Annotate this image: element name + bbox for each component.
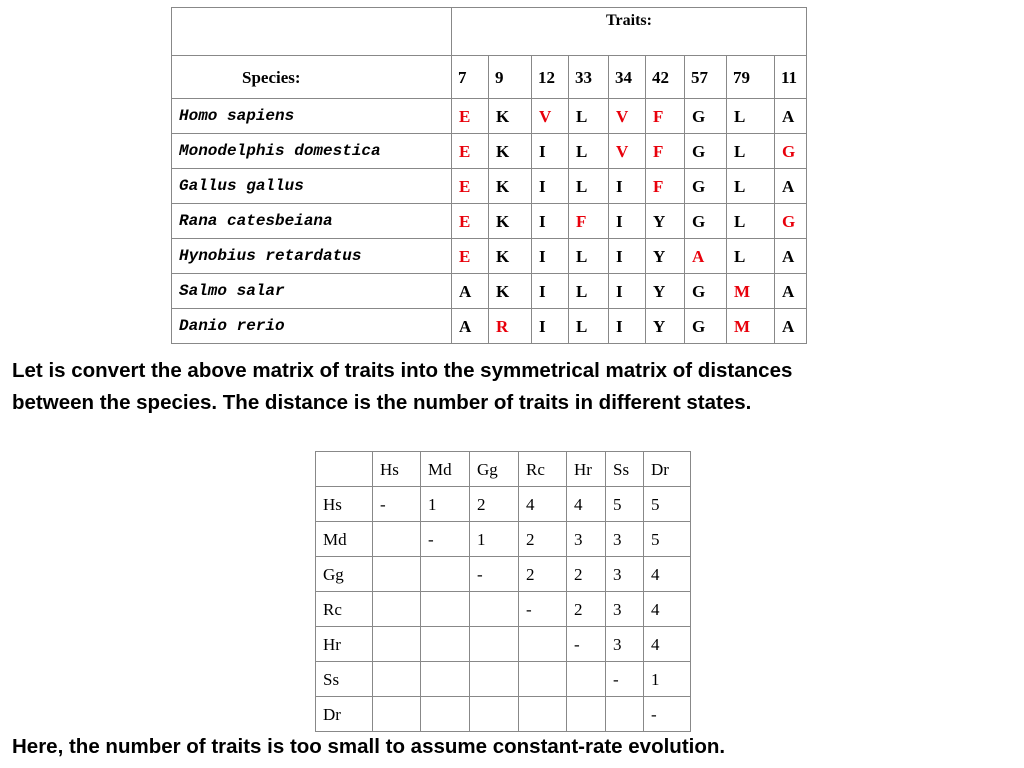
trait-state-cell: E bbox=[452, 134, 489, 169]
trait-state-cell: K bbox=[489, 239, 532, 274]
trait-state-cell: A bbox=[775, 99, 807, 134]
distance-row-label: Hr bbox=[316, 627, 373, 662]
trait-state-cell: I bbox=[532, 204, 569, 239]
distance-value-cell: - bbox=[567, 627, 606, 662]
trait-number-header: 33 bbox=[569, 56, 609, 99]
distance-value-cell bbox=[421, 662, 470, 697]
distance-value-cell: 3 bbox=[606, 592, 644, 627]
distance-column-header: Hs bbox=[373, 452, 421, 487]
traits-row bbox=[172, 239, 807, 274]
trait-state-cell: K bbox=[489, 204, 532, 239]
trait-state-cell: Y bbox=[646, 309, 685, 344]
trait-number-header: 79 bbox=[727, 56, 775, 99]
distance-value-cell: - bbox=[644, 697, 691, 732]
species-header: Species: bbox=[172, 56, 452, 99]
explanation-paragraph bbox=[12, 355, 792, 419]
distance-value-cell: 5 bbox=[644, 487, 691, 522]
distance-value-cell bbox=[519, 697, 567, 732]
trait-state-cell: F bbox=[646, 99, 685, 134]
trait-state-cell: A bbox=[775, 169, 807, 204]
distance-value-cell bbox=[470, 662, 519, 697]
species-name: Hynobius retardatus bbox=[172, 239, 452, 274]
trait-state-cell: I bbox=[609, 274, 646, 309]
distance-row bbox=[316, 487, 691, 522]
traits-title: Traits: bbox=[452, 8, 807, 56]
trait-state-cell: G bbox=[685, 204, 727, 239]
trait-state-cell: L bbox=[727, 239, 775, 274]
trait-number-header: 7 bbox=[452, 56, 489, 99]
species-name: Homo sapiens bbox=[172, 99, 452, 134]
distance-row-label: Ss bbox=[316, 662, 373, 697]
trait-state-cell: L bbox=[569, 134, 609, 169]
trait-state-cell: K bbox=[489, 134, 532, 169]
trait-state-cell: V bbox=[532, 99, 569, 134]
distance-value-cell bbox=[470, 592, 519, 627]
trait-state-cell: G bbox=[775, 204, 807, 239]
distance-value-cell bbox=[373, 557, 421, 592]
distance-value-cell: 5 bbox=[644, 522, 691, 557]
traits-row bbox=[172, 204, 807, 239]
distance-header-row bbox=[316, 452, 691, 487]
distance-column-header: Md bbox=[421, 452, 470, 487]
trait-state-cell: L bbox=[569, 169, 609, 204]
distance-value-cell bbox=[567, 662, 606, 697]
distance-value-cell bbox=[606, 697, 644, 732]
explanation-line-2: between the species. The distance is the number of traits in different states. bbox=[12, 391, 752, 414]
conclusion-paragraph: Here, the number of traits is too small to assume constant-rate evolution. bbox=[12, 735, 726, 758]
distance-row-label: Dr bbox=[316, 697, 373, 732]
distance-value-cell: 4 bbox=[644, 627, 691, 662]
distance-row bbox=[316, 592, 691, 627]
traits-header-row bbox=[172, 56, 807, 99]
trait-state-cell: G bbox=[685, 134, 727, 169]
traits-row bbox=[172, 134, 807, 169]
trait-state-cell: L bbox=[569, 309, 609, 344]
trait-state-cell: F bbox=[646, 169, 685, 204]
distance-row bbox=[316, 522, 691, 557]
trait-state-cell: V bbox=[609, 134, 646, 169]
distance-column-header: Hr bbox=[567, 452, 606, 487]
trait-state-cell: L bbox=[569, 99, 609, 134]
trait-state-cell: L bbox=[727, 169, 775, 204]
distance-value-cell: 2 bbox=[470, 487, 519, 522]
distance-value-cell: 1 bbox=[470, 522, 519, 557]
distance-row bbox=[316, 557, 691, 592]
distance-column-header: Ss bbox=[606, 452, 644, 487]
trait-state-cell: I bbox=[609, 169, 646, 204]
distance-value-cell bbox=[470, 697, 519, 732]
distance-value-cell: 5 bbox=[606, 487, 644, 522]
trait-number-header: 9 bbox=[489, 56, 532, 99]
distance-value-cell bbox=[421, 627, 470, 662]
trait-number-header: 57 bbox=[685, 56, 727, 99]
trait-state-cell: G bbox=[775, 134, 807, 169]
traits-corner-cell bbox=[172, 8, 452, 56]
distance-value-cell bbox=[421, 592, 470, 627]
species-name: Monodelphis domestica bbox=[172, 134, 452, 169]
distance-value-cell: 4 bbox=[644, 592, 691, 627]
distance-value-cell: 1 bbox=[421, 487, 470, 522]
trait-state-cell: A bbox=[452, 309, 489, 344]
distance-corner-cell bbox=[316, 452, 373, 487]
distance-value-cell: 2 bbox=[519, 557, 567, 592]
distance-value-cell: 3 bbox=[606, 627, 644, 662]
trait-state-cell: E bbox=[452, 239, 489, 274]
traits-row bbox=[172, 274, 807, 309]
distance-value-cell: - bbox=[470, 557, 519, 592]
trait-state-cell: E bbox=[452, 99, 489, 134]
distance-row-label: Hs bbox=[316, 487, 373, 522]
trait-number-header: 42 bbox=[646, 56, 685, 99]
distance-value-cell bbox=[421, 697, 470, 732]
trait-state-cell: V bbox=[609, 99, 646, 134]
distance-value-cell: - bbox=[373, 487, 421, 522]
distance-value-cell: 3 bbox=[606, 522, 644, 557]
distance-value-cell bbox=[567, 697, 606, 732]
distance-value-cell bbox=[470, 627, 519, 662]
distance-value-cell: 3 bbox=[567, 522, 606, 557]
distance-column-header: Dr bbox=[644, 452, 691, 487]
distance-value-cell: 2 bbox=[519, 522, 567, 557]
traits-row bbox=[172, 169, 807, 204]
distance-value-cell bbox=[373, 592, 421, 627]
trait-state-cell: K bbox=[489, 169, 532, 204]
trait-state-cell: L bbox=[569, 239, 609, 274]
distance-value-cell: 4 bbox=[519, 487, 567, 522]
trait-state-cell: R bbox=[489, 309, 532, 344]
trait-state-cell: G bbox=[685, 309, 727, 344]
traits-row bbox=[172, 309, 807, 344]
trait-state-cell: I bbox=[609, 309, 646, 344]
distance-value-cell: 4 bbox=[567, 487, 606, 522]
trait-state-cell: A bbox=[775, 239, 807, 274]
traits-matrix-table bbox=[171, 7, 807, 344]
trait-state-cell: A bbox=[775, 274, 807, 309]
species-name: Rana catesbeiana bbox=[172, 204, 452, 239]
distance-row bbox=[316, 627, 691, 662]
species-name: Gallus gallus bbox=[172, 169, 452, 204]
trait-state-cell: K bbox=[489, 274, 532, 309]
distance-value-cell bbox=[519, 627, 567, 662]
traits-title-row bbox=[172, 8, 807, 56]
trait-state-cell: G bbox=[685, 274, 727, 309]
trait-number-header: 11 bbox=[775, 56, 807, 99]
distance-value-cell: - bbox=[606, 662, 644, 697]
trait-state-cell: A bbox=[685, 239, 727, 274]
trait-state-cell: A bbox=[775, 309, 807, 344]
distance-column-header: Gg bbox=[470, 452, 519, 487]
trait-state-cell: M bbox=[727, 309, 775, 344]
distance-value-cell bbox=[519, 662, 567, 697]
distance-value-cell bbox=[421, 557, 470, 592]
distance-matrix-table bbox=[315, 451, 691, 732]
trait-state-cell: L bbox=[727, 134, 775, 169]
trait-state-cell: L bbox=[569, 274, 609, 309]
trait-state-cell: L bbox=[727, 99, 775, 134]
traits-row bbox=[172, 99, 807, 134]
trait-state-cell: I bbox=[532, 239, 569, 274]
distance-row-label: Gg bbox=[316, 557, 373, 592]
trait-state-cell: F bbox=[646, 134, 685, 169]
distance-value-cell bbox=[373, 697, 421, 732]
trait-state-cell: Y bbox=[646, 274, 685, 309]
distance-value-cell bbox=[373, 627, 421, 662]
distance-value-cell: 1 bbox=[644, 662, 691, 697]
distance-row bbox=[316, 662, 691, 697]
trait-state-cell: E bbox=[452, 204, 489, 239]
trait-state-cell: G bbox=[685, 169, 727, 204]
trait-state-cell: Y bbox=[646, 239, 685, 274]
distance-value-cell: 2 bbox=[567, 592, 606, 627]
trait-state-cell: M bbox=[727, 274, 775, 309]
trait-state-cell: I bbox=[532, 274, 569, 309]
distance-row-label: Rc bbox=[316, 592, 373, 627]
trait-state-cell: L bbox=[727, 204, 775, 239]
trait-state-cell: F bbox=[569, 204, 609, 239]
trait-state-cell: E bbox=[452, 169, 489, 204]
trait-number-header: 12 bbox=[532, 56, 569, 99]
species-name: Danio rerio bbox=[172, 309, 452, 344]
distance-value-cell bbox=[373, 662, 421, 697]
trait-state-cell: I bbox=[609, 204, 646, 239]
trait-state-cell: I bbox=[532, 309, 569, 344]
distance-column-header: Rc bbox=[519, 452, 567, 487]
trait-state-cell: I bbox=[532, 169, 569, 204]
trait-state-cell: Y bbox=[646, 204, 685, 239]
distance-value-cell: - bbox=[519, 592, 567, 627]
trait-number-header: 34 bbox=[609, 56, 646, 99]
distance-value-cell: - bbox=[421, 522, 470, 557]
distance-value-cell bbox=[373, 522, 421, 557]
species-name: Salmo salar bbox=[172, 274, 452, 309]
distance-value-cell: 4 bbox=[644, 557, 691, 592]
trait-state-cell: G bbox=[685, 99, 727, 134]
distance-row bbox=[316, 697, 691, 732]
trait-state-cell: K bbox=[489, 99, 532, 134]
distance-value-cell: 2 bbox=[567, 557, 606, 592]
distance-value-cell: 3 bbox=[606, 557, 644, 592]
explanation-line-1: Let is convert the above matrix of traits into the symmetrical matrix of distances bbox=[12, 359, 793, 382]
trait-state-cell: I bbox=[609, 239, 646, 274]
trait-state-cell: A bbox=[452, 274, 489, 309]
trait-state-cell: I bbox=[532, 134, 569, 169]
distance-row-label: Md bbox=[316, 522, 373, 557]
